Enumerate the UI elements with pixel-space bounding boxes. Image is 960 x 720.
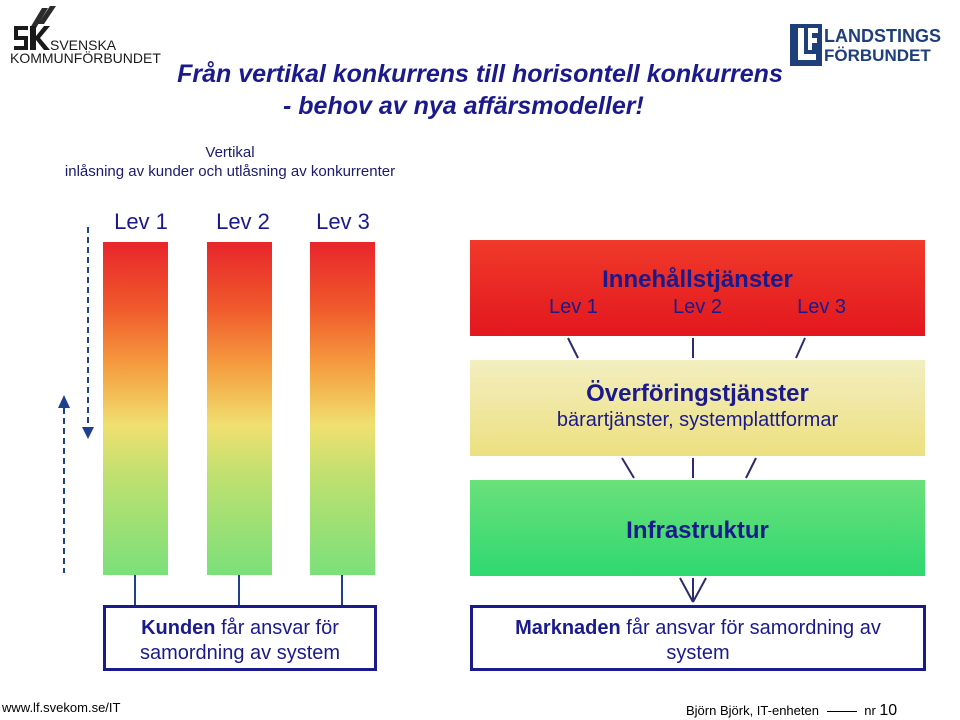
customer-responsibility-box — [103, 605, 377, 671]
layer-content-services — [470, 240, 925, 336]
customer-bold: Kunden — [141, 617, 216, 639]
footer-url: www.lf.svekom.se/IT — [2, 700, 121, 715]
content-lev2: Lev 2 — [673, 296, 722, 318]
market-bold: Marknaden — [515, 617, 621, 639]
bar-connector-3 — [341, 575, 343, 605]
layer-infra-title: Infrastruktur — [626, 517, 769, 544]
vertical-heading: Vertikal — [205, 144, 255, 161]
market-rest: får ansvar för samordning av — [620, 617, 881, 639]
footer-author — [686, 702, 897, 720]
market-line1 — [473, 616, 923, 641]
market-responsibility-box — [470, 605, 926, 671]
layer-transfer-title: Överföringstjänster — [586, 380, 809, 407]
vertical-dashed-arrows — [50, 225, 100, 580]
bar-connector-2 — [238, 575, 240, 605]
connector-transfer-infra — [610, 456, 770, 480]
logo-right-line2: FÖRBUNDET — [824, 46, 931, 65]
connector-content-transfer — [560, 336, 820, 360]
landstingsforbundet-logo — [790, 24, 950, 68]
customer-line1 — [106, 616, 374, 641]
logo-right-line1: LANDSTINGS — [824, 26, 941, 46]
vertical-bar-lev2 — [207, 242, 272, 575]
bar-connector-1 — [134, 575, 136, 605]
market-line2: system — [666, 642, 730, 664]
content-lev3: Lev 3 — [797, 296, 847, 318]
layer-transfer-services — [470, 360, 925, 456]
footer-author-name: Björn Björk, IT-enheten — [686, 703, 819, 718]
layer-content-title: Innehållstjänster — [602, 266, 793, 293]
down-arrow-icon — [82, 427, 94, 439]
footer-page-number: 10 — [879, 702, 898, 719]
customer-rest: får ansvar för — [215, 617, 339, 639]
bar-label-lev3: Lev 3 — [316, 209, 370, 234]
bar-label-lev1: Lev 1 — [114, 209, 168, 234]
vertical-bar-lev1 — [103, 242, 168, 575]
slide-title-line2: - behov av nya affärsmodeller! — [283, 92, 644, 120]
bar-label-lev2: Lev 2 — [216, 209, 270, 234]
logo-left-line1: SVENSKA — [50, 37, 117, 53]
connector-infra-market — [676, 576, 712, 606]
svenska-kommunforbundet-logo — [8, 4, 168, 66]
up-arrow-icon — [58, 395, 70, 408]
logo-left-line2: KOMMUNFÖRBUNDET — [10, 50, 161, 66]
content-lev1: Lev 1 — [548, 296, 598, 318]
slide-title-line1: Från vertikal konkurrens till horisontell konkurrens — [177, 60, 783, 88]
vertical-bar-lev3 — [310, 242, 375, 575]
layer-transfer-subtitle: bärartjänster, systemplattformar — [556, 409, 839, 431]
vertical-description: inlåsning av kunder och utlåsning av konkurrenter — [64, 163, 396, 180]
footer-nr-label: nr — [864, 703, 876, 718]
customer-line2: samordning av system — [139, 642, 341, 664]
layer-infrastructure — [470, 480, 925, 576]
layer-content-suppliers — [470, 296, 925, 319]
